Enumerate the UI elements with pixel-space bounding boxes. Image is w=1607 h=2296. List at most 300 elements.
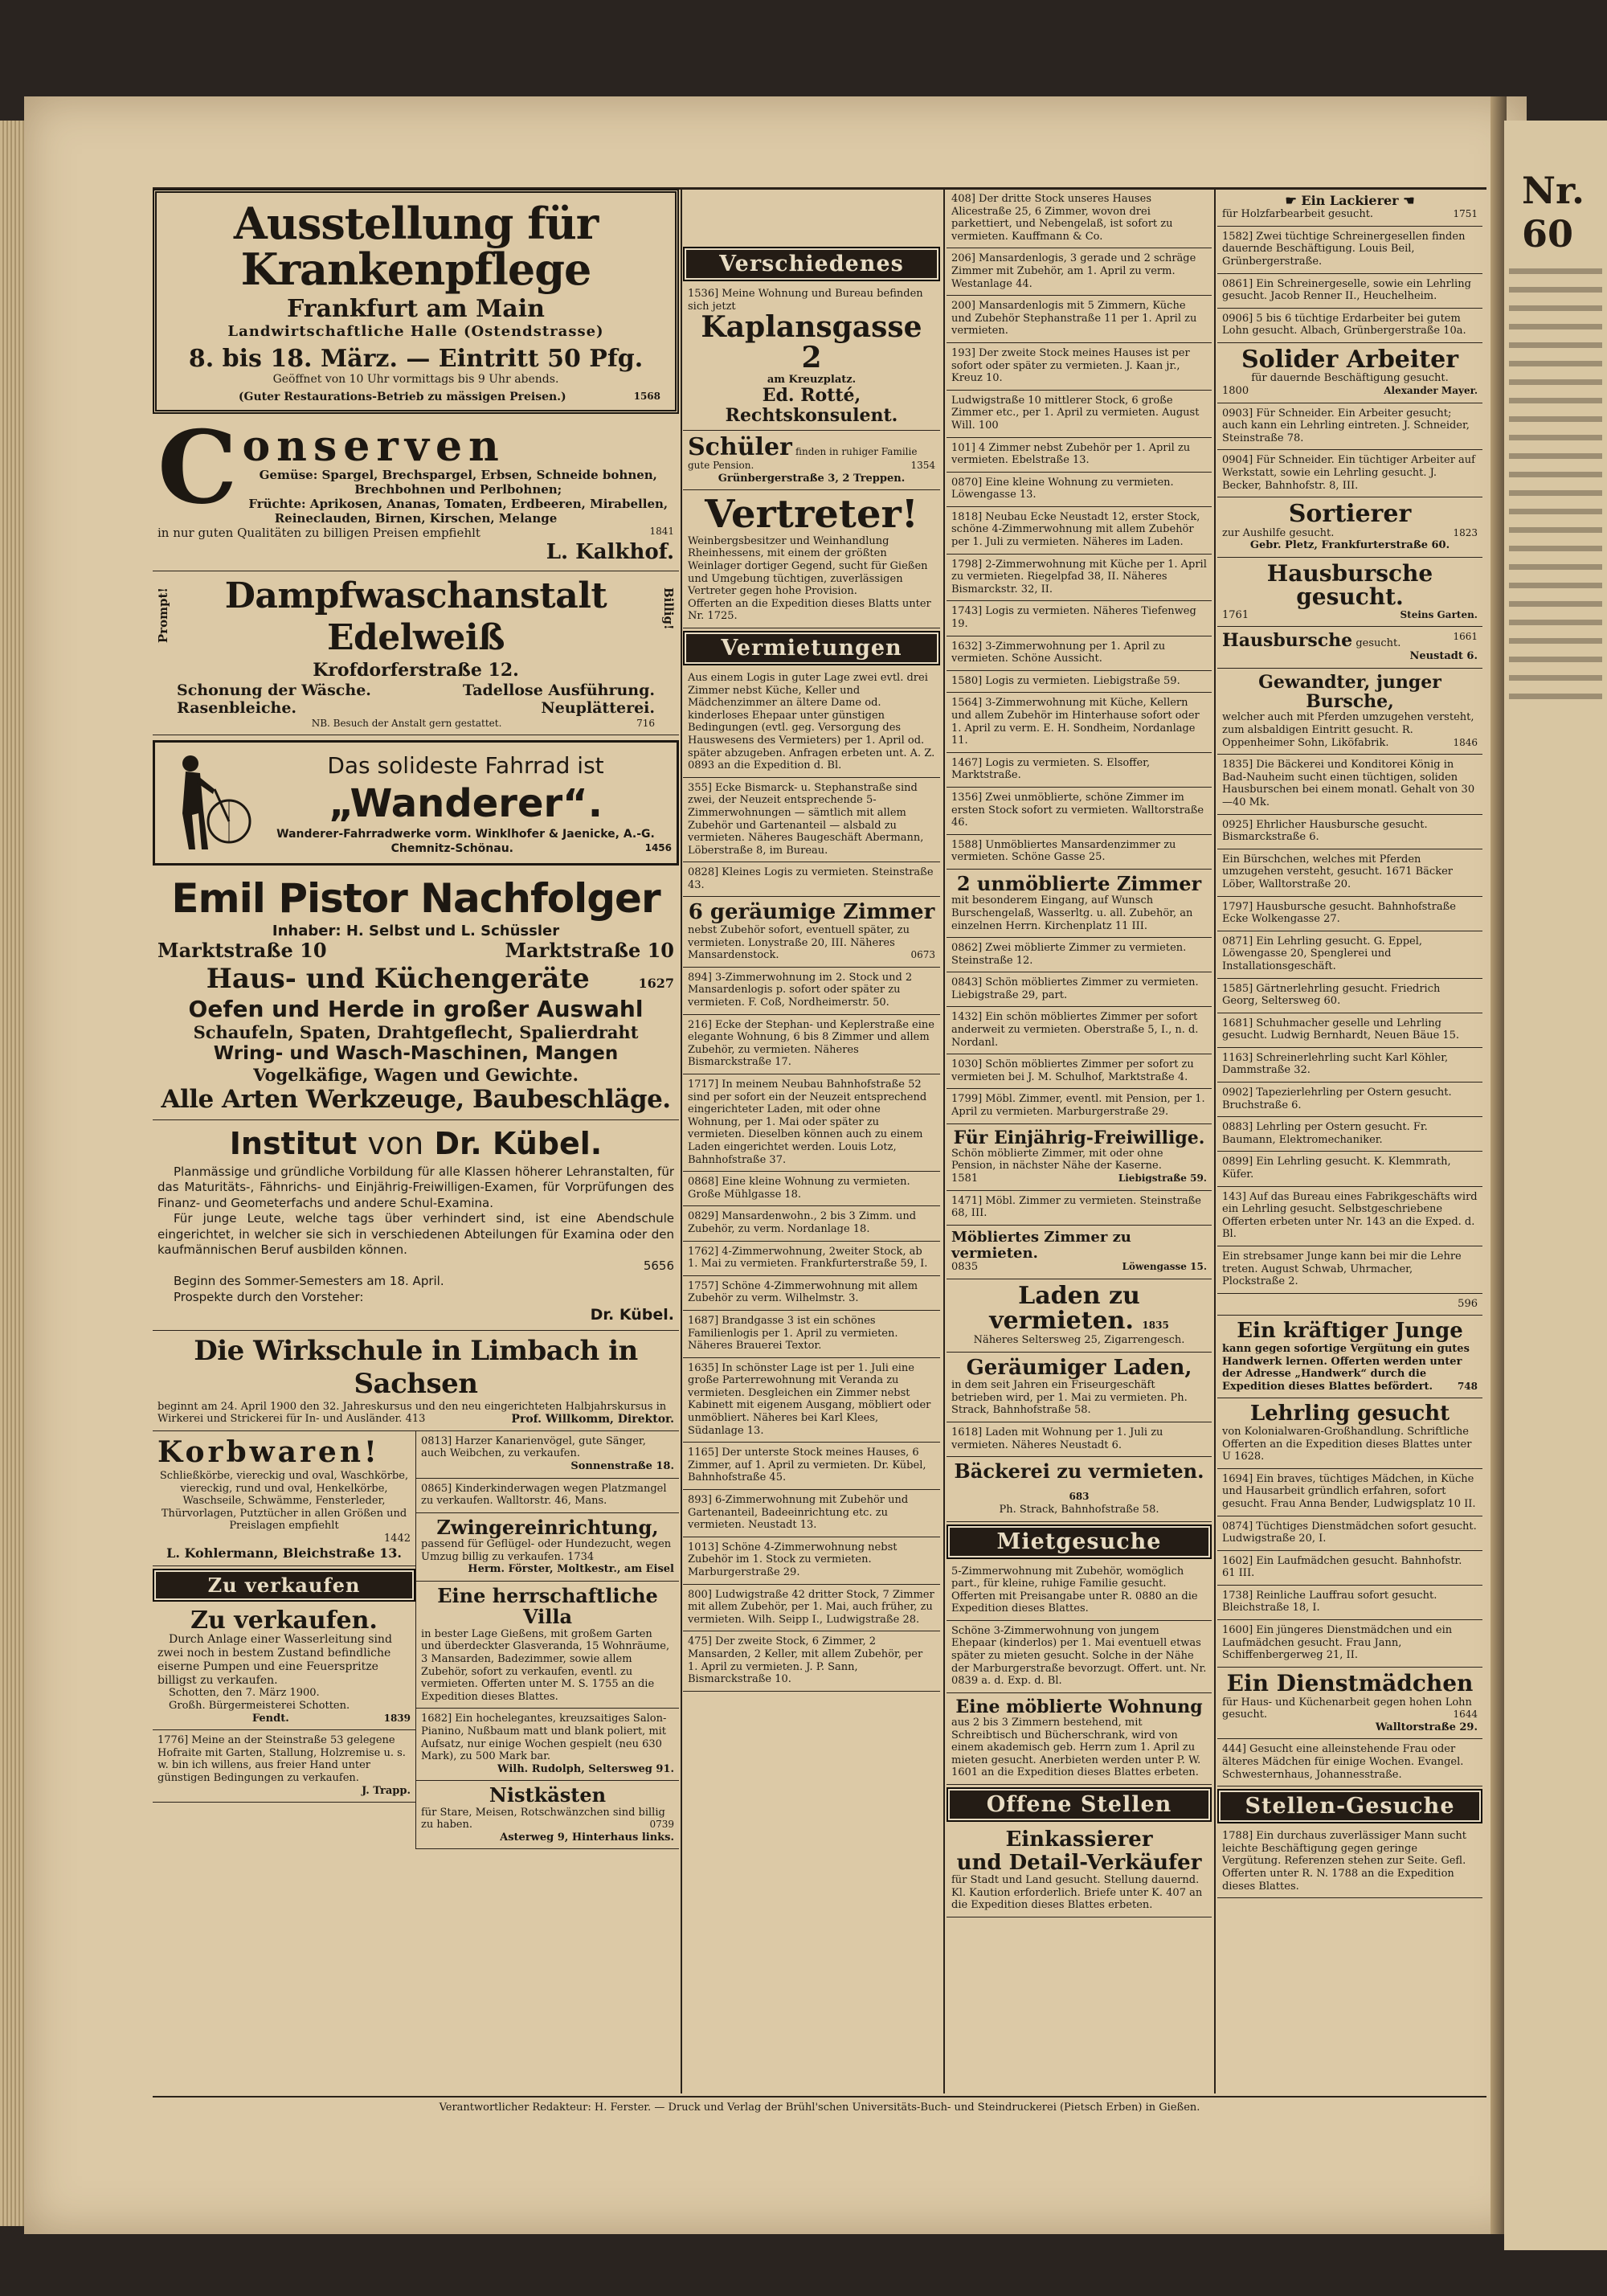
verkaufen-place: Schotten, den 7. März 1900. xyxy=(169,1687,320,1700)
verkaufen-text: Durch Anlage einer Wasserleitung sind zwei noch in bestem Zustand befindliche eiserne Pumpen und eine Feuerspritze billigst zu verkaufen. xyxy=(157,1633,392,1687)
section-banner: Stellen-Gesuche xyxy=(1217,1789,1482,1823)
kaplan-title: Kaplansgasse 2 xyxy=(701,310,922,374)
gross-laden-title: Geräumiger Laden, xyxy=(966,1355,1192,1380)
rental-item-text: 1743] Logis zu vermieten. Näheres Tiefenweg 19. xyxy=(951,605,1196,631)
section-banner: Offene Stellen xyxy=(947,1787,1212,1822)
rental-list xyxy=(683,668,940,898)
sale-item-title: Eine herrschaftliche Villa xyxy=(437,1583,658,1629)
rental-item xyxy=(683,1537,940,1585)
rental-item-text: 1757] Schöne 4-Zimmerwohnung mit allem Zubehör zu verm. Wilhelmstr. 3. xyxy=(688,1279,918,1305)
hofraite-ad xyxy=(153,1730,415,1803)
gross-laden-ad xyxy=(947,1353,1212,1422)
job-item-text: 0861] Ein Schreinergeselle, sowie ein Lehrling gesucht. Jacob Renner II., Heuchelheim. xyxy=(1222,277,1471,303)
rental-item-text: 1013] Schöne 4-Zimmerwohnung nebst Zubehör im 1. Stock zu vermieten. Marburgerstraße 29. xyxy=(688,1541,898,1579)
rental-item xyxy=(947,671,1212,694)
job-item xyxy=(1217,1516,1482,1551)
job-item-text: 1602] Ein Laufmädchen gesucht. Bahnhofstr. 61 III. xyxy=(1222,1554,1462,1580)
sale-item-text: Ein hochelegantes, kreuzsaitiges Salon-Pianino, Nußbaum matt und blank poliert, mit Aufsatz, nur einige Wochen gespielt (neu 630 Mark), zu 500 Mark bar. xyxy=(421,1713,667,1763)
moebl-wohn-ad xyxy=(947,1693,1212,1785)
ad-number: 1644 xyxy=(1453,1709,1478,1721)
ad-number: 0673 xyxy=(910,949,935,961)
job-item-text: 1694] Ein braves, tüchtiges Mädchen, in Küche und Hausarbeit gründlich erfahren, sofort gesucht. Frau Anna Bender, Ludwigsplatz 10 II. xyxy=(1222,1472,1476,1510)
schueler-title: Schüler xyxy=(688,432,792,461)
rental-item xyxy=(683,1276,940,1311)
job-item-text: 1797] Hausbursche gesucht. Bahnhofstraße Ecke Wolkengasse 27. xyxy=(1222,900,1456,926)
gew-title: Gewandter, junger Bursche, xyxy=(1258,672,1441,713)
rental-item xyxy=(683,1074,940,1172)
rental-item xyxy=(947,296,1212,343)
sale-item-text: Kinderkinderwagen wegen Platzmangel zu verkaufen. Walltorstr. 46, Mans. xyxy=(421,1482,667,1508)
ad-number: 596 xyxy=(1458,1297,1478,1310)
gew-text: welcher auch mit Pferden umzugehen versteht, zum alsbaldigen Eintritt gesucht. R. Oppenheimer Sohn, Liköfabrik. xyxy=(1222,711,1474,749)
job-item xyxy=(1217,897,1482,931)
job-item-text: 0883] Lehrling per Ostern gesucht. Fr. Baumann, Elektromechaniker. xyxy=(1222,1121,1428,1146)
kuebel-paragraph: Für junge Leute, welche tags über verhindert sind, ist eine Abendschule eingerichtet, in welcher sie sich in verschiedenen Abteilungen für Examina oder den kaufmännischen Beruf ausbilden können. xyxy=(157,1211,674,1258)
sale-item-title: Nistkästen xyxy=(489,1783,607,1807)
rental-item xyxy=(683,1242,940,1276)
rental-item-text: 1030] Schön möbliertes Zimmer per sofort zu vermieten bei J. M. Schulhof, Marktstraße 4. xyxy=(951,1058,1194,1083)
conserven-firm: L. Kalkhof. xyxy=(546,540,674,565)
rental-item xyxy=(683,1585,940,1632)
lower-left xyxy=(153,1431,415,1850)
ad-number: 0835 xyxy=(951,1261,979,1274)
pistor-title: Emil Pistor Nachfolger xyxy=(171,874,660,922)
sale-item xyxy=(416,1709,679,1781)
ad-number: 1800 xyxy=(1222,385,1249,398)
zimmer6-ad xyxy=(683,897,940,967)
einj-ad xyxy=(947,1124,1212,1191)
lack-text: für Holzfarbearbeit gesucht. xyxy=(1222,208,1374,221)
rental-item-text: 1588] Unmöbliertes Mansardenzimmer zu vermieten. Schöne Gasse 25. xyxy=(951,838,1176,864)
ad-number: 716 xyxy=(636,718,655,730)
hofraite-text: 1776] Meine an der Steinstraße 53 gelegene Hofraite mit Garten, Stallung, Holzremise u. s. w. bin ich willens, aus freier Hand unter günstigen Bedingungen zu verkaufen. xyxy=(157,1734,406,1785)
job-item xyxy=(1217,227,1482,274)
lehr-text: von Kolonialwaren-Großhandlung. Schriftliche Offerten an die Expedition dieses Blattes unter U 1628. xyxy=(1222,1425,1472,1463)
sale-item xyxy=(416,1479,679,1513)
job-item-text: 1582] Zwei tüchtige Schreinergesellen finden dauernde Beschäftigung. Louis Beil, Grünbergerstraße. xyxy=(1222,230,1466,268)
pistor-line: Schaufeln, Spaten, Drahtgeflecht, Spalierdraht xyxy=(193,1022,639,1043)
einkauf-title: Einkassierer xyxy=(1005,1827,1153,1852)
unmoebl-ad xyxy=(947,870,1212,938)
job-list-d xyxy=(1217,227,1482,343)
rental-item-text: 355] Ecke Bismarck- u. Stephanstraße sind zwei, der Neuzeit entsprechende 5-Zimmerwohnungen — sämtlich mit allem Zubehör und Gartenanteil — alsbald zu vermieten. Näheres Baugeschäft Abermann, Löberstraße 8, im Bureau. xyxy=(688,781,924,857)
ad-number: 1442 xyxy=(383,1532,411,1545)
job-item xyxy=(1217,849,1482,897)
rental-item xyxy=(683,1015,940,1074)
dienst-title: Ein Dienstmädchen xyxy=(1226,1669,1474,1696)
job-item-text: 0874] Tüchtiges Dienstmädchen sofort gesucht. Ludwigstraße 20, I. xyxy=(1222,1520,1477,1545)
moebl-wohn-text: aus 2 bis 3 Zimmern bestehend, mit Schreibtisch und Bücherschrank, wird von einem akademisch geb. Herrn zum 1. April zu mieten gesucht. Anerbieten werden unter P. W. 1601 an die Expedition dieses Blattes erbeten. xyxy=(951,1717,1201,1779)
job-item xyxy=(1217,1013,1482,1048)
rental-item-text: Ludwigstraße 10 mittlerer Stock, 6 große Zimmer etc., per 1. April zu vermieten. August Will. 100 xyxy=(951,394,1200,432)
exhibition-hours: Geöffnet von 10 Uhr vormittags bis 9 Uhr abends. xyxy=(272,373,559,387)
rental-item xyxy=(947,636,1212,671)
job-item xyxy=(1217,274,1482,309)
haus2-addr: Neustadt 6. xyxy=(1409,650,1478,663)
ad-number: 0865] xyxy=(421,1482,452,1495)
exhibition-ad xyxy=(153,189,679,414)
job-item xyxy=(1217,1469,1482,1516)
hofraite-sign: J. Trapp. xyxy=(362,1784,411,1797)
junge-text: kann gegen sofortige Vergütung ein gutes Handwerk lernen. Offerten werden unter der Adresse „Handwerk“ durch die Expedition dieses Blattes befördert. xyxy=(1222,1342,1470,1393)
job-item-text: 444] Gesucht eine alleinstehende Frau oder älteres Mädchen für einige Wochen. Evangel. Schwesternhaus, Johannesstraße. xyxy=(1222,1743,1464,1781)
einkauf-ad xyxy=(947,1824,1212,1917)
laden-addr: Näheres Seltersweg 25, Zigarrengesch. xyxy=(973,1333,1185,1346)
wanderer-ad xyxy=(153,740,679,866)
rental-item-text: 893] 6-Zimmerwohnung mit Zubehör und Gartenanteil, Badeeinrichtung etc. zu vermieten. Neustadt 13. xyxy=(688,1494,909,1532)
sort-firm: Gebr. Pletz, Frankfurterstraße 60. xyxy=(1249,539,1450,552)
ad-number: 1761 xyxy=(1222,608,1249,621)
haus2-ad xyxy=(1217,627,1482,669)
pistor-address: Marktstraße 10 xyxy=(505,939,674,963)
rental-item-text: 193] Der zweite Stock meines Hauses ist per sofort oder später zu vermieten. J. Kaan jr., Kreuz 10. xyxy=(951,346,1190,385)
moebl2-ad xyxy=(947,1226,1212,1279)
rental-item-text: 1432] Ein schön möbliertes Zimmer per sofort anderweit zu vermieten. Oberstraße 5, I., n. d. Nordanl. xyxy=(951,1011,1199,1049)
rental-item xyxy=(947,601,1212,636)
rental-item-text: 0828] Kleines Logis zu vermieten. Steinstraße 43. xyxy=(688,866,934,891)
miet-item xyxy=(947,1621,1212,1693)
rental-item-text: 1717] In meinem Neubau Bahnhofstraße 52 sind per sofort ein der Neuzeit entsprechend eingerichteter Laden, mit oder ohne Wohnung, per 1. Mai oder später zu vermieten. Dieselben können auch zu einem Laden eingerichtet werden. Louis Lotz, Bahnhofstraße 37. xyxy=(688,1078,927,1166)
sale-item-addr: Asterweg 9, Hinterhaus links. xyxy=(500,1831,674,1844)
rental-item-text: Aus einem Logis in guter Lage zwei evtl. drei Zimmer nebst Küche, Keller und Mädchenzimmer an ältere Dame od. kinderloses Ehepaar unter günstigen Bedingungen (evtl. geg. Versorgung des Hauswesens des Vermieters) per 1. April od. später abzugeben. Anfragen erbeten unt. A. Z. 0893 an die Expedition d. Bl. xyxy=(688,671,935,772)
job-item xyxy=(1217,309,1482,343)
rental-item-text: 894] 3-Zimmerwohnung im 2. Stock und 2 Mansardenlogis p. sofort oder später zu vermieten. F. Coß, Nordheimerstr. 50. xyxy=(688,971,913,1009)
edelweiss-line: Rasenbleiche. xyxy=(177,699,297,718)
lehr-title: Lehrling gesucht xyxy=(1249,1402,1450,1426)
rental-item-text: 1165] Der unterste Stock meines Hauses, 6 Zimmer, auf 1. April zu vermieten. Dr. Kübel, Bahnhofstraße 45. xyxy=(688,1447,926,1484)
rental-item xyxy=(947,391,1212,438)
junge-ad xyxy=(1217,1316,1482,1398)
miet-item-text: 5-Zimmerwohnung mit Zubehör, womöglich part., für kleine, ruhige Familie gesucht. Offerten mit Preisangabe unter R. 0880 an die Expedition dieses Blattes. xyxy=(951,1565,1198,1615)
laden-title: Laden zu vermieten. xyxy=(989,1281,1140,1336)
rental-item-text: 475] Der zweite Stock, 6 Zimmer, 2 Mansarden, 2 Keller, mit allem Zubehör, per 1. April zu vermieten. J. P. Sann, Bismarckstraße 10. xyxy=(688,1635,923,1686)
ad-number: 1839 xyxy=(383,1712,411,1724)
sale-item-text: in bester Lage Gießens, mit großem Garten und überdeckter Glasveranda, 15 Wohnräume, 3 Mansarden, Badezimmer, sowie allem Zubehör, sofort zu verkaufen, eventl. zu vermieten. Offerten unter M. S. 1755 an die Expedition dieses Blattes. xyxy=(421,1627,670,1703)
job-list-d2 xyxy=(1217,403,1482,498)
einkauf-title: und Detail-Verkäufer xyxy=(956,1850,1202,1875)
pistor-headline: Haus- und Küchengeräte xyxy=(206,962,590,995)
column-a xyxy=(153,189,679,1849)
wirkschule-sign: Prof. Willkomm, Direktor. xyxy=(511,1413,674,1426)
exhibition-venue: Landwirtschaftliche Halle (Ostendstrasse) xyxy=(227,323,604,341)
solid-text: für dauernde Beschäftigung gesucht. xyxy=(1251,372,1449,385)
sale-item xyxy=(416,1431,679,1479)
kaplan-pre: 1536] Meine Wohnung und Bureau befinden sich jetzt xyxy=(688,288,923,313)
rental-item-text: 1356] Zwei unmöblierte, schöne Zimmer im ersten Stock sofort zu vermieten. Walltorstraße 46. xyxy=(951,791,1204,829)
edelweiss-ad xyxy=(153,571,679,735)
conserven-line: Früchte: Aprikosen, Ananas, Tomaten, Erdbeeren, Mirabellen, Reineclauden, Birnen, Kirschen, Melange xyxy=(248,497,669,526)
ad-number: 748 xyxy=(1457,1380,1478,1392)
ad-number: 683 xyxy=(1069,1490,1090,1502)
rental-item-text: 1799] Möbl. Zimmer, eventl. mit Pension, per 1. April zu vermieten. Marburgerstraße 29. xyxy=(951,1093,1205,1119)
exhibition-dates: 8. bis 18. März. — Eintritt 50 Pfg. xyxy=(188,345,644,374)
job-item-text: 0904] Für Schneider. Ein tüchtiger Arbeiter auf Werkstatt, sowie ein Lehrling gesucht. J. Becker, Bahnhofstr. 8, III. xyxy=(1222,454,1475,492)
job-item-text: 1681] Schuhmacher geselle und Lehrling gesucht. Ludwig Bernhardt, Neuen Bäue 15. xyxy=(1222,1017,1460,1042)
job-item-text: 1600] Ein jüngeres Dienstmädchen und ein Laufmädchen gesucht. Frau Jann, Schiffenbergerweg 21, II. xyxy=(1222,1624,1453,1662)
gesuch-ad xyxy=(1217,1826,1482,1898)
rental-item xyxy=(947,1054,1212,1089)
rental-list-c2 xyxy=(947,938,1212,1124)
job-item-text: Ein strebsamer Junge kann bei mir die Lehre treten. August Schwab, Uhrmacher, Plockstraße 2. xyxy=(1222,1250,1462,1288)
job-item xyxy=(1217,1246,1482,1294)
rental-item xyxy=(947,555,1212,602)
next-page-number: Nr. 60 xyxy=(1522,169,1585,256)
laden2-ad xyxy=(947,1422,1212,1457)
job-item xyxy=(1217,979,1482,1013)
einj-addr: Liebigstraße 59. xyxy=(1118,1173,1207,1185)
rental-item-text: 1632] 3-Zimmerwohnung per 1. April zu vermieten. Schöne Aussicht. xyxy=(951,640,1166,665)
rental-item xyxy=(947,189,1212,248)
ad-number: 1661 xyxy=(1453,631,1478,643)
rental-item xyxy=(947,938,1212,972)
schueler-ad xyxy=(683,431,940,491)
rental-item-text: 1467] Logis zu vermieten. S. Elsoffer, Marktstraße. xyxy=(951,756,1151,782)
verkaufen-title: Zu verkaufen. xyxy=(190,1606,378,1635)
edelweiss-line: Neuplätterei. xyxy=(541,699,655,718)
lower-split xyxy=(153,1431,679,1850)
moebl1-ad xyxy=(947,1191,1212,1226)
pistor-tools: Alle Arten Werkzeuge, Baubeschläge. xyxy=(161,1085,671,1115)
lehr-ad xyxy=(1217,1398,1482,1468)
rental-item-text: 800] Ludwigstraße 42 dritter Stock, 7 Zimmer mit allem Zubehör, per 1. Mai, auch früher, zu vermieten. Wilh. Seipp I., Ludwigstraße 28. xyxy=(688,1588,934,1626)
moebl-wohn-title: Eine möblierte Wohnung xyxy=(955,1696,1203,1717)
edelweiss-note: NB. Besuch der Anstalt gern gestattet. xyxy=(311,718,502,730)
ad-number: 5656 xyxy=(643,1258,674,1273)
wirkschule-text: beginnt am 24. April 1900 den 32. Jahreskursus und den neu eingerichteten Halbjahrskursus in Wirkerei und Strickerei für In- und Ausländer. xyxy=(157,1400,667,1426)
wanderer-place: Chemnitz-Schönau. xyxy=(391,841,513,855)
rental-item-text: 0870] Eine kleine Wohnung zu vermieten. Löwengasse 13. xyxy=(951,476,1174,501)
verkaufen-office: Großh. Bürgermeisterei Schotten. xyxy=(169,1700,350,1713)
pistor-line: Vogelkäfige, Wagen und Gewichte. xyxy=(253,1065,579,1086)
baeck-title: Bäckerei zu vermieten. xyxy=(954,1459,1204,1484)
job-list-d4 xyxy=(1217,1469,1482,1668)
job-item-text: 0871] Ein Lehrling gesucht. G. Eppel, Löwengasse 20, Spenglerei und Installationsgeschäft. xyxy=(1222,935,1422,972)
dienst-text: für Haus- und Küchenarbeit gegen hohen Lohn gesucht. xyxy=(1222,1696,1472,1721)
lack-title: Ein Lackierer xyxy=(1301,193,1399,208)
dienst-ad xyxy=(1217,1668,1482,1740)
rental-item-text: 1818] Neubau Ecke Neustadt 12, erster Stock, schöne 4-Zimmerwohnung mit allem Zubehör per 1. Juli zu vermieten. Näheres im Laden. xyxy=(951,510,1200,549)
rental-item xyxy=(683,1443,940,1490)
job-item-text: 0899] Ein Lehrling gesucht. K. Klemmrath, Küfer. xyxy=(1222,1156,1451,1181)
job-item xyxy=(1217,755,1482,814)
kaplan-sub: am Kreuzplatz. xyxy=(767,373,857,386)
rental-item xyxy=(947,972,1212,1007)
moebl2-title: Möbliertes Zimmer zu vermieten. xyxy=(951,1228,1131,1262)
ad-number: 1627 xyxy=(638,975,674,991)
rental-item-text: 1580] Logis zu vermieten. Liebigstraße 59. xyxy=(951,674,1180,687)
job-item-text: 1835] Die Bäckerei und Konditorei König in Bad-Nauheim sucht einen tüchtigen, soliden Hausburschen bei einem monatl. Gehalt von 30—40 Mk. xyxy=(1222,759,1475,808)
side-text: Prompt! xyxy=(156,587,170,643)
vertreter-ad xyxy=(683,490,940,628)
rental-item-text: 1635] In schönster Lage ist per 1. Juli eine große Parterrewohnung mit Veranda zu vermieten. Desgleichen ein Zimmer nebst Kabinett mit eigenem Ausgang, möbliert oder unmöbliert. Näheres bei Karl Klees, Südanlage 13. xyxy=(688,1361,931,1437)
ad-number: 1841 xyxy=(649,526,674,538)
sale-item-addr: Sonnenstraße 18. xyxy=(570,1460,674,1473)
vertreter-offer: Offerten an die Expedition dieses Blatts unter Nr. 1725. xyxy=(688,597,931,623)
column-d xyxy=(1217,189,1482,1898)
korb-text: Schließkörbe, viereckig und oval, Waschkörbe, viereckig, rund und oval, Henkelkörbe, Waschseile, Schwämme, Fensterleder, Thürvorlagen, Putztücher in allen Größen und Preislagen empfiehlt xyxy=(159,1470,409,1533)
edelweiss-street: Krofdorferstraße 12. xyxy=(313,660,519,681)
ad-number: 1751 xyxy=(1453,208,1478,220)
unmoebl-title: 2 unmöblierte Zimmer xyxy=(956,871,1202,895)
ad-number: 413 xyxy=(405,1413,426,1426)
rental-item-text: 0862] Zwei möblierte Zimmer zu vermieten. Steinstraße 12. xyxy=(951,942,1187,967)
rental-item xyxy=(947,835,1212,870)
moebl2-addr: Löwengasse 15. xyxy=(1122,1261,1207,1273)
kuebel-ad xyxy=(153,1120,679,1331)
sale-item-addr: Herm. Förster, Moltkestr., am Eisel xyxy=(468,1563,674,1576)
exhibition-title: Ausstellung für Krankenpflege xyxy=(233,198,599,295)
page-stack-edge xyxy=(0,121,24,2226)
baeck-ad xyxy=(947,1457,1212,1521)
zimmer6-title: 6 geräumige Zimmer xyxy=(688,900,935,925)
schueler-text: finden in ruhiger Familie gute Pension. xyxy=(688,445,918,472)
job-item xyxy=(1217,1586,1482,1620)
rental-item-text: 408] Der dritte Stock unseres Hauses Alicestraße 25, 6 Zimmer, wovon drei parkettiert, und Nebengelaß, ist sofort zu vermieten. Kauffmann & Co. xyxy=(951,193,1173,243)
haus2-text: gesucht. xyxy=(1356,637,1401,650)
rental-list-c xyxy=(947,189,1212,870)
items3-num xyxy=(1217,1294,1482,1316)
job-item-text: 1163] Schreinerlehrling sucht Karl Köhler, Dammstraße 32. xyxy=(1222,1051,1449,1077)
rental-item xyxy=(683,1490,940,1537)
ad-number: 1846 xyxy=(1453,736,1478,748)
rental-item xyxy=(947,788,1212,835)
einkauf-text: für Stadt und Land gesucht. Stellung dauernd. Kl. Kaution erforderlich. Briefe unter K. 407 an die Expedition dieses Blattes erbeten. xyxy=(951,1874,1203,1912)
gross-laden-text: in dem seit Jahren ein Friseurgeschäft betrieben wird, per 1. Mai zu vermieten. Ph. Strack, Bahnhofstraße 58. xyxy=(951,1379,1188,1417)
laden-ad xyxy=(947,1279,1212,1353)
lower-right xyxy=(415,1431,679,1850)
sale-item xyxy=(416,1513,679,1582)
solid-firm: Alexander Mayer. xyxy=(1384,385,1478,397)
column-rule xyxy=(1214,189,1216,2093)
rental-item-text: 0868] Eine kleine Wohnung zu vermieten. Große Mühlgasse 18. xyxy=(688,1176,910,1201)
einj-title: Für Einjährig-Freiwillige. xyxy=(953,1127,1205,1148)
kuebel-paragraph: Beginn des Sommer-Semesters am 18. April. xyxy=(174,1274,444,1289)
column-rule xyxy=(943,189,945,2093)
imprint-line: Verantwortlicher Redakteur: H. Ferster. — Druck und Verlag der Brühl'schen Universitäts-Buch- und Steindruckerei (Pietsch Erben) in Gießen. xyxy=(153,2096,1486,2114)
rental-item-text: 101] 4 Zimmer nebst Zubehör per 1. April zu vermieten. Ebelstraße 13. xyxy=(951,441,1191,467)
cyclist-icon xyxy=(166,749,255,853)
kuebel-paragraph: Prospekte durch den Vorsteher: xyxy=(174,1289,364,1304)
next-page-fragment xyxy=(1504,121,1607,2250)
job-item xyxy=(1217,403,1482,451)
job-item-text: 0925] Ehrlicher Hausbursche gesucht. Bismarckstraße 6. xyxy=(1222,818,1428,844)
solid-ad xyxy=(1217,343,1482,403)
rental-item xyxy=(947,753,1212,788)
edelweiss-line: Tadellose Ausführung. xyxy=(462,681,655,699)
ad-number: 1682] xyxy=(421,1713,452,1725)
job-item xyxy=(1217,450,1482,497)
job-item xyxy=(1217,1739,1482,1786)
rental-item-text: 216] Ecke der Stephan- und Keplerstraße eine elegante Wohnung, 6 bis 8 Zimmer und allem Zubehör, zu vermieten. Näheres Bismarckstraße 17. xyxy=(688,1018,934,1069)
ad-number: 1835 xyxy=(1142,1320,1169,1332)
job-item xyxy=(1217,1551,1482,1586)
job-item xyxy=(1217,1048,1482,1083)
rental-item-text: 200] Mansardenlogis mit 5 Zimmern, Küche und Zubehör Stephanstraße 11 per 1. April zu vermieten. xyxy=(951,300,1197,338)
sale-item-addr: Wilh. Rudolph, Seltersweg 91. xyxy=(497,1762,674,1775)
conserven-line: Gemüse: Spargel, Brechspargel, Erbsen, Schneide bohnen, Brechbohnen und Perlbohnen; xyxy=(259,468,657,497)
haus-addr: Steins Garten. xyxy=(1400,608,1478,620)
rental-item xyxy=(947,693,1212,752)
pistor-owners: Inhaber: H. Selbst und L. Schüssler xyxy=(272,922,560,939)
rental-item-text: 206] Mansardenlogis, 3 gerade und 2 schräge Zimmer mit Zubehör, am 1. April zu verm. Westanlage 44. xyxy=(951,252,1196,290)
section-banner: Vermietungen xyxy=(683,631,940,665)
rotte-name: Ed. Rotté, Rechtskonsulent. xyxy=(725,385,898,426)
rental-item-text: 0829] Mansardenwohn., 2 bis 3 Zimm. und Zubehör, zu verm. Nordanlage 18. xyxy=(688,1210,917,1235)
laden2-text: 1618] Laden mit Wohnung per 1. Juli zu vermieten. Näheres Neustadt 6. xyxy=(951,1426,1163,1451)
job-item-text: 0903] Für Schneider. Ein Arbeiter gesucht; auch kann ein Lehrling eintreten. J. Schneider, Steinstraße 78. xyxy=(1222,407,1470,444)
rental-item-text: 1687] Brandgasse 3 ist ein schönes Familienlogis per 1. April zu vermieten. Näheres Brauerei Textor. xyxy=(688,1314,898,1353)
ad-number: 1581 xyxy=(951,1173,979,1185)
job-item xyxy=(1217,1152,1482,1186)
job-item xyxy=(1217,1187,1482,1246)
job-list-d3 xyxy=(1217,755,1482,1294)
wanderer-line: Das solideste Fahrrad ist xyxy=(327,751,604,779)
rental-item-text: 0843] Schön möbliertes Zimmer zu vermieten. Liebigstraße 29, part. xyxy=(951,976,1199,1001)
rental-list-2 xyxy=(683,968,940,1692)
exhibition-food: (Guter Restaurations-Betrieb zu mässigen Preisen.) xyxy=(238,391,566,404)
zimmer6-text: nebst Zubehör sofort, eventuell später, zu vermieten. Lonystraße 20, III. Näheres Mansardenstock. xyxy=(688,924,910,962)
miet-item xyxy=(947,1561,1212,1621)
ad-number: 0739 xyxy=(649,1819,674,1831)
verkaufen-ad xyxy=(153,1604,415,1730)
unmoebl-text: mit besonderem Eingang, auf Wunsch Burschengelaß, Wasserltg. u. all. Zubehör, an einzelnen Herrn. Kirchenplatz 11 III. xyxy=(951,894,1193,932)
lack-ad xyxy=(1217,189,1482,227)
section-banner: Mietgesuche xyxy=(947,1525,1212,1559)
sort-text: zur Aushilfe gesucht. xyxy=(1222,526,1335,539)
pointing-hand-icon: ☚ xyxy=(1403,193,1415,208)
job-item-text: 0906] 5 bis 6 tüchtige Erdarbeiter bei gutem Lohn gesucht. Albach, Grünbergerstraße 10a. xyxy=(1222,312,1466,338)
wanderer-brand: „Wanderer“. xyxy=(329,780,603,826)
junge-title: Ein kräftiger Junge xyxy=(1237,1319,1463,1344)
schueler-addr: Grünbergerstraße 3, 2 Treppen. xyxy=(718,472,906,485)
kuebel-paragraph: Planmässige und gründliche Vorbildung für alle Klassen höherer Lehranstalten, für das Maturitäts-, Fähnrichs- und Einjährig-Freiwilligen-Examen, für Vorprüfungen des Finanz- und Geometerfachs und andere Schul-Examina. xyxy=(157,1164,674,1210)
job-item xyxy=(1217,1117,1482,1152)
korb-title: Korbwaren! xyxy=(157,1434,380,1469)
solid-title: Solider Arbeiter xyxy=(1241,345,1459,374)
vertreter-text: Weinbergsbesitzer und Weinhandlung Rheinhessens, mit einem der größten Weinlager dortiger Gegend, sucht für Gießen und Umgebung tüchtigen, zuverlässigen Vertreter gegen hohe Provision. xyxy=(688,534,928,598)
job-item xyxy=(1217,1620,1482,1668)
section-banner: Verschiedenes xyxy=(683,247,940,281)
dienst-addr: Walltorstraße 29. xyxy=(1375,1721,1478,1733)
job-list-d5 xyxy=(1217,1739,1482,1786)
ad-number: 0813] xyxy=(421,1434,452,1447)
wanderer-company: Wanderer-Fahrradwerke vorm. Winklhofer & Jaenicke, A.-G. xyxy=(276,827,655,841)
rental-item xyxy=(683,1206,940,1241)
rental-item xyxy=(683,1172,940,1206)
rental-item xyxy=(683,778,940,863)
verkaufen-sign: Fendt. xyxy=(251,1712,289,1725)
kuebel-title: Institut xyxy=(229,1126,358,1162)
kuebel-title: Dr. Kübel. xyxy=(434,1126,603,1162)
rental-item xyxy=(947,248,1212,296)
job-item-text: 0902] Tapezierlehrling per Ostern gesucht. Bruchstraße 6. xyxy=(1222,1087,1452,1111)
ad-number: 1568 xyxy=(633,391,660,403)
ad-number: 1354 xyxy=(910,460,935,472)
sale-item-text: passend für Geflügel- oder Hundezucht, wegen Umzug billig zu verkaufen. 1734 xyxy=(421,1538,672,1563)
rental-item xyxy=(947,473,1212,507)
sort-ad xyxy=(1217,497,1482,558)
rental-item-text: 1564] 3-Zimmerwohnung mit Küche, Kellern und allem Zubehör im Hinterhause sofort oder 1. April zu verm. E. H. Sondheim, Nordanlage 11. xyxy=(951,697,1200,747)
haus2-title: Hausbursche xyxy=(1222,630,1353,652)
sale-item-text: Harzer Kanarienvögel, gute Sänger, auch Weibchen, zu verkaufen. xyxy=(421,1434,646,1460)
rental-item xyxy=(947,438,1212,473)
moebl1-text: 1471] Möbl. Zimmer zu vermieten. Steinstraße 68, III. xyxy=(951,1194,1201,1220)
sort-title: Sortierer xyxy=(1288,500,1412,529)
job-item-text: 1738] Reinliche Lauffrau sofort gesucht. Bleichstraße 18, I. xyxy=(1222,1589,1437,1615)
conserven-title: onserven xyxy=(242,422,505,472)
vertreter-title: Vertreter! xyxy=(705,492,918,538)
rental-item xyxy=(947,1089,1212,1123)
